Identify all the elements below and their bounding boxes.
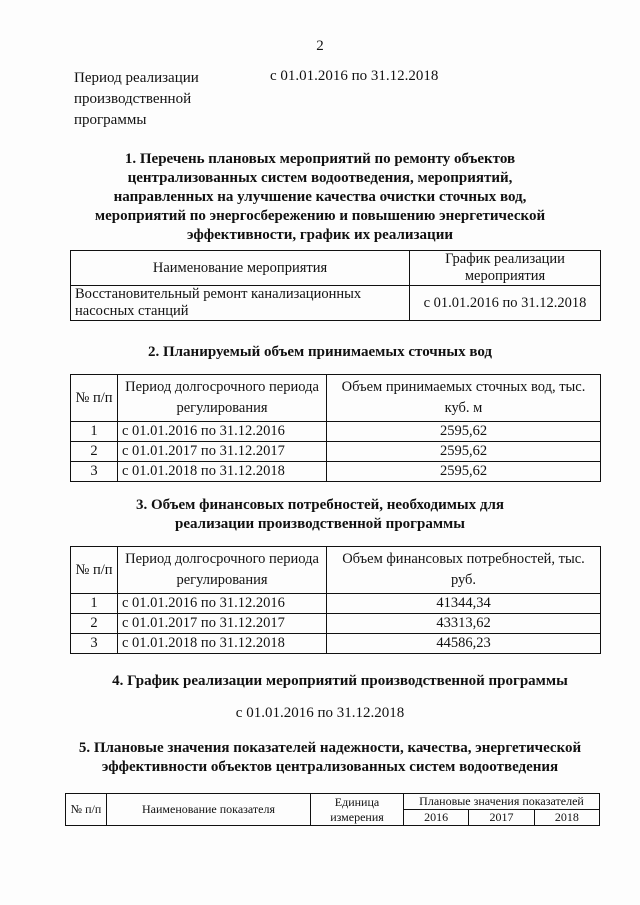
row-period: с 01.01.2017 по 31.12.2017	[118, 442, 327, 462]
row-period: с 01.01.2016 по 31.12.2016	[118, 422, 327, 442]
column-header-indicator: Наименование показателя	[107, 794, 311, 826]
column-header-number: № п/п	[66, 794, 107, 826]
period-label-line: программы	[74, 112, 147, 128]
row-period: с 01.01.2018 по 31.12.2018	[118, 634, 327, 654]
section1-title	[60, 150, 580, 245]
table-row	[71, 634, 601, 654]
period-value: с 01.01.2016 по 31.12.2018	[270, 68, 439, 84]
table-row	[71, 614, 601, 634]
column-header-activity: Наименование мероприятия	[71, 251, 410, 286]
table-header-row	[71, 375, 601, 422]
table-row	[71, 594, 601, 614]
period-label-line: производственной	[74, 91, 192, 107]
row-number: 2	[71, 614, 118, 634]
table-row	[71, 462, 601, 482]
period-label-line: Период реализации	[74, 70, 199, 86]
section1-title-line: 1. Перечень плановых мероприятий по ремонту объектов	[124, 151, 516, 167]
column-header-planned: Плановые значения показателей	[404, 794, 600, 810]
table-header-row	[71, 251, 601, 286]
section4-title: 4. График реализации мероприятий производственной программы	[112, 673, 568, 689]
column-header-finance: Объем финансовых потребностей, тыс. руб.	[327, 547, 601, 594]
section5-title-line: 5. Плановые значения показателей надежности, качества, энергетической	[78, 740, 582, 756]
section3-title	[60, 496, 580, 534]
section1-title-line: мероприятий по энергосбережению и повышению энергетической	[94, 208, 546, 224]
column-header-number: № п/п	[71, 375, 118, 422]
row-number: 1	[71, 422, 118, 442]
activity-name-cell	[71, 286, 410, 321]
section5-title	[40, 739, 620, 777]
table-row	[71, 286, 601, 321]
period-label	[74, 68, 224, 131]
section2-table	[70, 374, 601, 482]
section1-title-line: централизованных систем водоотведения, мероприятий,	[127, 170, 513, 186]
column-header-volume: Объем принимаемых сточных вод, тыс. куб. м	[327, 375, 601, 422]
row-period: с 01.01.2016 по 31.12.2016	[118, 594, 327, 614]
section1-table	[70, 250, 601, 321]
column-header-period: Период долгосрочного периода регулирования	[118, 375, 327, 422]
section5-title-line: эффективности объектов централизованных систем водоотведения	[101, 759, 559, 775]
section3-title-line: 3. Объем финансовых потребностей, необходимых для	[135, 497, 505, 513]
section5-table	[65, 793, 600, 826]
column-header-year: 2016	[404, 810, 469, 826]
section3-title-line: реализации производственной программы	[175, 516, 465, 532]
row-number: 3	[71, 462, 118, 482]
column-header-schedule: График реализации мероприятия	[410, 251, 601, 286]
activity-name-line: насосных станций	[75, 303, 189, 319]
row-value: 44586,23	[327, 634, 601, 654]
row-value: 2595,62	[327, 442, 601, 462]
row-number: 1	[71, 594, 118, 614]
row-period: с 01.01.2017 по 31.12.2017	[118, 614, 327, 634]
page-number: 2	[316, 38, 324, 54]
row-period: с 01.01.2018 по 31.12.2018	[118, 462, 327, 482]
section2-title: 2. Планируемый объем принимаемых сточных вод	[147, 344, 493, 360]
row-value: 41344,34	[327, 594, 601, 614]
table-header-row	[71, 547, 601, 594]
row-value: 2595,62	[327, 462, 601, 482]
section1-title-line: эффективности, график их реализации	[187, 227, 453, 243]
table-row	[71, 422, 601, 442]
activity-name-line: Восстановительный ремонт канализационных	[75, 286, 362, 302]
section1-title-line: направленных на улучшение качества очистки сточных вод,	[113, 189, 527, 205]
column-header-unit: Единица измерения	[311, 794, 404, 826]
row-value: 2595,62	[327, 422, 601, 442]
schedule-cell: с 01.01.2016 по 31.12.2018	[410, 286, 601, 321]
row-number: 3	[71, 634, 118, 654]
row-number: 2	[71, 442, 118, 462]
table-header-row	[66, 794, 600, 810]
column-header-period: Период долгосрочного периода регулирования	[118, 547, 327, 594]
column-header-number: № п/п	[71, 547, 118, 594]
column-header-year: 2017	[469, 810, 534, 826]
section3-table	[70, 546, 601, 654]
section4-period: с 01.01.2016 по 31.12.2018	[235, 705, 405, 721]
column-header-year: 2018	[534, 810, 599, 826]
table-row	[71, 442, 601, 462]
row-value: 43313,62	[327, 614, 601, 634]
